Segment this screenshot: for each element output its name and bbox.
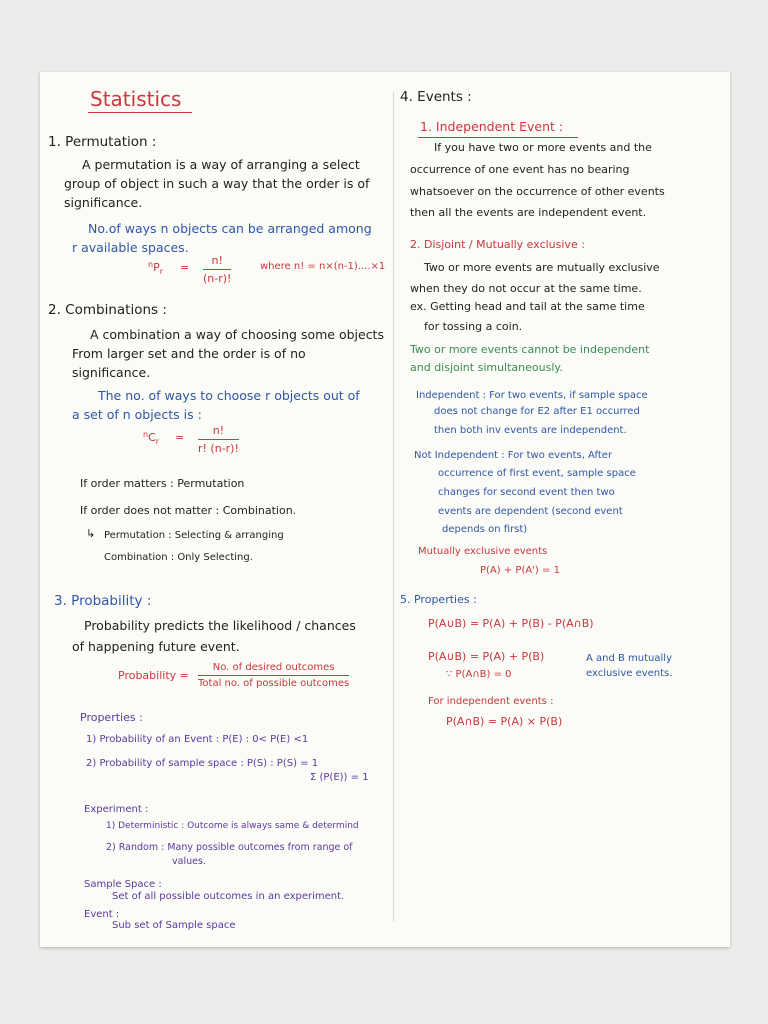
mutually-exclusive-note-line1: A and B mutually bbox=[586, 653, 672, 664]
combination-def-line1: A combination a way of choosing some objects bbox=[90, 327, 384, 342]
experiment-random-line2: values. bbox=[172, 856, 206, 867]
permutation-ways-line1: No.of ways n objects can be arranged among bbox=[88, 221, 372, 236]
disjoint-def-line2: when they do not occur at the same time. bbox=[410, 282, 642, 295]
sample-space-def: Set of all possible outcomes in an experiment. bbox=[112, 891, 345, 902]
permutation-note: Permutation : Selecting & arranging bbox=[104, 530, 284, 541]
combination-def-line3: significance. bbox=[72, 365, 151, 380]
permutation-heading: 1. Permutation : bbox=[48, 134, 157, 150]
permutation-def-line1: A permutation is a way of arranging a select bbox=[82, 157, 360, 172]
events-heading: 4. Events : bbox=[400, 89, 472, 105]
experiment-random-line1: 2) Random : Many possible outcomes from range of bbox=[106, 842, 353, 853]
independent-events-heading: For independent events : bbox=[428, 696, 554, 707]
independent-event-heading: 1. Independent Event : bbox=[420, 119, 564, 134]
disjoint-def-line1: Two or more events are mutually exclusive bbox=[424, 261, 660, 274]
mutually-exclusive-events-heading: Mutually exclusive events bbox=[418, 546, 548, 557]
combination-note: Combination : Only Selecting. bbox=[104, 552, 253, 563]
exclusive-intersection-zero: ∵ P(A∩B) = 0 bbox=[446, 669, 512, 680]
disjoint-heading: 2. Disjoint / Mutually exclusive : bbox=[410, 238, 585, 251]
combination-ways-line1: The no. of ways to choose r objects out of bbox=[98, 388, 360, 403]
independent-def-line3: whatsoever on the occurrence of other events bbox=[410, 185, 665, 198]
not-independent-line3: changes for second event then two bbox=[438, 487, 615, 498]
independent-sample-space-line3: then both inv events are independent. bbox=[434, 425, 627, 436]
experiment-heading: Experiment : bbox=[84, 804, 149, 815]
combination-formula-lhs: $^nC_r$ bbox=[143, 430, 160, 446]
arrow-icon: ↳ bbox=[86, 527, 96, 540]
independent-def-line1: If you have two or more events and the bbox=[434, 141, 652, 154]
property-sum: Σ (P(E)) = 1 bbox=[310, 772, 369, 783]
page-title: Statistics bbox=[90, 87, 182, 111]
permutation-def-line3: significance. bbox=[64, 195, 143, 210]
independent-heading-underline bbox=[418, 137, 578, 138]
permutation-def-line2: group of object in such a way that the order is of bbox=[64, 176, 370, 191]
independent-def-line4: then all the events are independent event. bbox=[410, 206, 647, 219]
simultaneous-note-line1: Two or more events cannot be independent bbox=[410, 343, 650, 356]
experiment-deterministic: 1) Deterministic : Outcome is always same & determind bbox=[106, 821, 359, 831]
not-independent-line1: Not Independent : For two events, After bbox=[414, 450, 613, 461]
permutation-formula-lhs: $^nP_r$ bbox=[148, 260, 164, 276]
event-def: Sub set of Sample space bbox=[112, 920, 236, 931]
order-not-matters-line: If order does not matter : Combination. bbox=[80, 504, 297, 517]
exclusive-union-formula: P(A∪B) = P(A) + P(B) bbox=[428, 650, 545, 663]
column-divider bbox=[393, 92, 394, 922]
property-event: 1) Probability of an Event : P(E) : 0< P(E) <1 bbox=[86, 734, 309, 745]
event-heading: Event : bbox=[84, 909, 120, 920]
permutation-formula-eq: = bbox=[180, 261, 190, 274]
union-formula: P(A∪B) = P(A) + P(B) - P(A∩B) bbox=[428, 617, 594, 630]
sample-space-heading: Sample Space : bbox=[84, 879, 162, 890]
independent-sample-space-line2: does not change for E2 after E1 occurred bbox=[434, 406, 640, 417]
probability-fraction: No. of desired outcomes Total no. of possible outcomes bbox=[198, 662, 350, 689]
combination-formula-eq: = bbox=[175, 431, 185, 444]
complement-formula: P(A) + P(A') = 1 bbox=[480, 565, 560, 576]
combination-fraction: n! r! (n-r)! bbox=[198, 424, 239, 455]
combination-ways-line2: a set of n objects is : bbox=[72, 407, 202, 422]
probability-heading: 3. Probability : bbox=[54, 593, 152, 609]
permutation-fraction: n! (n-r)! bbox=[203, 254, 232, 285]
disjoint-example-line1: ex. Getting head and tail at the same time bbox=[410, 300, 645, 313]
not-independent-line4: events are dependent (second event bbox=[438, 506, 623, 517]
not-independent-line5: depends on first) bbox=[442, 524, 528, 535]
disjoint-example-line2: for tossing a coin. bbox=[424, 320, 523, 333]
not-independent-line2: occurrence of first event, sample space bbox=[438, 468, 636, 479]
property-sample-space: 2) Probability of sample space : P(S) : P(S) = 1 bbox=[86, 758, 319, 769]
probability-properties-heading: Properties : bbox=[80, 711, 143, 724]
intersection-product-formula: P(A∩B) = P(A) × P(B) bbox=[446, 715, 563, 728]
mutually-exclusive-note-line2: exclusive events. bbox=[586, 668, 673, 679]
permutation-ways-line2: r available spaces. bbox=[72, 240, 189, 255]
factorial-definition: where n! = n×(n-1)....×1 bbox=[260, 261, 386, 272]
probability-formula-lhs: Probability = bbox=[118, 669, 189, 682]
combination-def-line2: From larger set and the order is of no bbox=[72, 346, 306, 361]
independent-def-line2: occurrence of one event has no bearing bbox=[410, 163, 630, 176]
probability-def-line2: of happening future event. bbox=[72, 639, 240, 654]
probability-def-line1: Probability predicts the likelihood / chances bbox=[84, 618, 356, 633]
combinations-heading: 2. Combinations : bbox=[48, 302, 167, 318]
order-matters-line: If order matters : Permutation bbox=[80, 477, 245, 490]
independent-sample-space-line1: Independent : For two events, if sample space bbox=[416, 390, 648, 401]
properties-heading: 5. Properties : bbox=[400, 593, 477, 606]
title-underline bbox=[88, 112, 192, 113]
simultaneous-note-line2: and disjoint simultaneously. bbox=[410, 361, 563, 374]
